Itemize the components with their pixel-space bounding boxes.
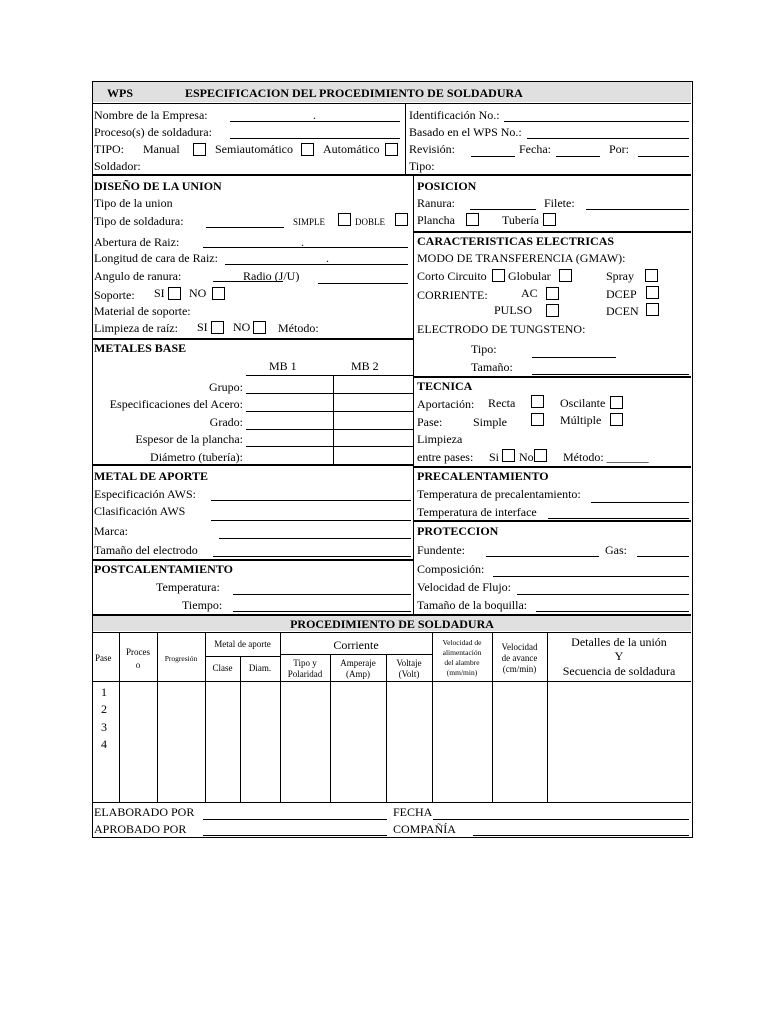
col-detalles-c: Secuencia de soldadura — [562, 664, 676, 678]
limpieza-metodo-label: Método: — [278, 321, 319, 335]
col-vel-alim-d: (mm/min) — [446, 668, 478, 677]
spray-label: Spray — [606, 269, 634, 283]
limpieza-si-label: SI — [197, 320, 208, 334]
dcep-checkbox[interactable] — [646, 286, 659, 299]
mb-row-grupo: Grupo: — [209, 380, 243, 394]
electrodo-tamano-label: Tamaño: — [471, 360, 513, 374]
wps-form — [92, 81, 693, 838]
soldador-label: Soldador: — [94, 159, 141, 173]
elaborado-field[interactable] — [203, 819, 387, 820]
tuberia-label: Tubería — [502, 213, 539, 227]
proteccion-title: PROTECCION — [417, 524, 499, 538]
abertura-label: Abertura de Raiz: — [94, 235, 180, 249]
velocidad-flujo-label: Velocidad de Flujo: — [417, 580, 511, 594]
automatico-label: Automático — [323, 142, 380, 156]
entre-no-checkbox[interactable] — [534, 449, 547, 462]
dcep-label: DCEP — [606, 287, 637, 301]
elaborado-label: ELABORADO POR — [94, 805, 195, 819]
tipo2-label: Tipo: — [409, 159, 435, 173]
aprobado-field[interactable] — [203, 835, 387, 836]
metales-title: METALES BASE — [94, 341, 187, 355]
precal-temp-label: Temperatura de precalentamiento: — [417, 487, 581, 501]
ranura-label: Ranura: — [417, 196, 455, 210]
pass-number: 2 — [101, 702, 107, 716]
limpieza-no-label: NO — [233, 320, 251, 334]
col-clase: Clase — [212, 663, 233, 673]
mb2-header: MB 2 — [351, 359, 379, 373]
pass-number: 4 — [101, 737, 107, 751]
col-pase: Pase — [95, 653, 112, 663]
col-tipo-b: Polaridad — [287, 669, 323, 679]
interface-field[interactable] — [548, 518, 689, 519]
aportacion-label: Aportación: — [417, 397, 475, 411]
tipo-soldadura-field[interactable] — [206, 227, 284, 228]
corto-label: Corto Circuito — [417, 269, 487, 283]
col-vel-av-a: Velocidad — [501, 642, 538, 652]
pase-label: Pase: — [417, 415, 443, 429]
entre-si-label: Si — [489, 450, 500, 464]
procesos-label: Proceso(s) de soldadura: — [94, 125, 212, 139]
posicion-title: POSICION — [417, 179, 477, 193]
plancha-checkbox[interactable] — [466, 213, 479, 226]
oscilante-label: Oscilante — [560, 396, 606, 410]
pass-number: 3 — [101, 720, 107, 734]
especificacion-aws-field[interactable] — [211, 500, 411, 501]
fecha-label: Fecha: — [519, 142, 551, 156]
procesos-field[interactable] — [230, 138, 400, 139]
entre-si-checkbox[interactable] — [502, 449, 515, 462]
wps-label: WPS — [107, 86, 134, 100]
entre-no-label: No — [519, 450, 534, 464]
empresa-label: Nombre de la Empresa: — [94, 108, 208, 122]
precal-title: PRECALENTAMIENTO — [417, 469, 549, 483]
soporte-no-label: NO — [189, 286, 207, 300]
tecnica-title: TECNICA — [417, 379, 473, 393]
col-detalles-b: Y — [614, 649, 624, 663]
pulso-checkbox[interactable] — [546, 304, 559, 317]
simple-pase-checkbox[interactable] — [531, 413, 544, 426]
clasificacion-aws-field[interactable] — [211, 520, 411, 521]
procedimiento-title: PROCEDIMIENTO DE SOLDADURA — [290, 617, 494, 631]
semiautomatico-label: Semiautomático — [215, 142, 293, 156]
aprobado-label: APROBADO POR — [94, 822, 187, 836]
clasificacion-aws-label: Clasificación AWS — [94, 504, 186, 518]
radio-label: Radio (J/U) — [243, 269, 300, 283]
col-corriente: Corriente — [333, 638, 379, 652]
tamano-electrodo-label: Tamaño del electrodo — [94, 543, 198, 557]
tuberia-checkbox[interactable] — [543, 213, 556, 226]
longitud-label: Longitud de cara de Raiz: — [94, 251, 218, 265]
entre-metodo-label: Método: _______ — [563, 450, 649, 464]
soporte-si-label: SI — [154, 286, 165, 300]
postcal-title: POSTCALENTAMIENTO — [94, 562, 233, 576]
semiautomatico-checkbox[interactable] — [301, 143, 314, 156]
por-field[interactable] — [638, 156, 689, 157]
identificacion-field[interactable] — [504, 121, 689, 122]
fundente-label: Fundente: — [417, 543, 465, 557]
mb-row-grado: Grado: — [209, 415, 243, 429]
abertura-dot: . — [301, 235, 304, 249]
electrodo-tipo-label: Tipo: — [471, 342, 497, 356]
tipo-soldadura-label: Tipo de soldadura: — [94, 214, 184, 228]
fecha-footer-field[interactable] — [433, 819, 689, 820]
postcal-tiempo-label: Tiempo: — [182, 598, 223, 612]
col-diam: Diam. — [248, 663, 272, 673]
doble-checkbox[interactable] — [395, 213, 408, 226]
spray-checkbox[interactable] — [645, 269, 658, 282]
electrodo-tipo-field[interactable] — [532, 357, 616, 358]
manual-label: Manual — [143, 142, 180, 156]
col-proceso-a: Proces — [126, 647, 150, 657]
boquilla-field[interactable] — [536, 611, 689, 612]
aporte-title: METAL DE APORTE — [94, 469, 209, 483]
longitud-field[interactable] — [225, 264, 408, 265]
mb-row-diametro: Diámetro (tubería): — [150, 450, 243, 464]
especificacion-aws-label: Especificación AWS: — [94, 487, 197, 501]
dcen-checkbox[interactable] — [646, 303, 659, 316]
limpieza-si-checkbox[interactable] — [211, 321, 224, 334]
revision-field[interactable] — [471, 156, 515, 157]
material-label: Material de soporte: — [94, 304, 191, 318]
col-progresion: Progresión — [164, 654, 198, 663]
interface-label: Temperatura de interface — [417, 505, 537, 519]
velocidad-flujo-field[interactable] — [517, 594, 689, 595]
gas-field[interactable] — [637, 556, 689, 557]
electrodo-label: ELECTRODO DE TUNGSTENO: — [417, 322, 586, 336]
compania-label: COMPAÑÍA — [393, 822, 456, 836]
globular-checkbox[interactable] — [559, 269, 572, 282]
globular-label: Globular — [508, 269, 551, 283]
abertura-field[interactable] — [203, 247, 408, 248]
fecha-footer-label: FECHA — [393, 805, 433, 819]
recta-checkbox[interactable] — [531, 395, 544, 408]
empresa-dot: . — [313, 108, 316, 122]
radio-field[interactable] — [318, 283, 408, 284]
mb-row-especificaciones: Especificaciones del Acero: — [109, 397, 243, 411]
automatico-checkbox[interactable] — [385, 143, 398, 156]
filete-field[interactable] — [586, 209, 689, 210]
col-detalles-a: Detalles de la unión — [571, 635, 667, 649]
col-vel-alim-b: alimentación — [442, 648, 482, 657]
tipo-label: TIPO: — [94, 142, 124, 156]
soporte-si-checkbox[interactable] — [168, 287, 181, 300]
col-proceso-b: o — [135, 660, 141, 670]
basado-field[interactable] — [527, 138, 689, 139]
col-volt-a: Voltaje — [396, 658, 422, 668]
pass-number: 1 — [101, 685, 107, 699]
col-metal-aporte: Metal de aporte — [214, 639, 271, 649]
col-volt-b: (Volt) — [398, 669, 420, 679]
longitud-dot: . — [326, 251, 329, 265]
diseno-title: DISEÑO DE LA UNION — [94, 179, 222, 193]
col-vel-alim-c: del alambre — [444, 658, 480, 667]
compania-field[interactable] — [473, 835, 689, 836]
ranura-field[interactable] — [470, 209, 536, 210]
col-amp-a: Amperaje — [340, 658, 376, 668]
revision-label: Revisión: — [409, 142, 456, 156]
multiple-label: Múltiple — [560, 413, 602, 427]
col-amp-b: (Amp) — [346, 669, 370, 679]
entre-pases-label: entre pases: — [417, 450, 474, 464]
tamano-electrodo-field[interactable] — [213, 556, 411, 557]
composicion-field[interactable] — [493, 576, 689, 577]
plancha-label: Plancha — [417, 213, 455, 227]
electrodo-tamano-field[interactable] — [532, 374, 689, 375]
limpieza-raiz-label: Limpieza de raíz: — [94, 321, 178, 335]
limpieza-label: Limpieza — [417, 432, 463, 446]
tipo-union-label: Tipo de la union — [94, 196, 173, 210]
electricas-title: CARACTERISTICAS ELECTRICAS — [417, 234, 615, 248]
ac-checkbox[interactable] — [546, 287, 559, 300]
simple-checkbox[interactable] — [338, 213, 351, 226]
modo-label: MODO DE TRANSFERENCIA (GMAW): — [417, 251, 626, 265]
gas-label: Gas: — [605, 543, 627, 557]
multiple-checkbox[interactable] — [610, 413, 623, 426]
col-vel-av-c: (cm/min) — [502, 664, 537, 674]
simple-label: SIMPLE — [293, 217, 326, 227]
boquilla-label: Tamaño de la boquilla: — [417, 598, 528, 612]
col-vel-alim-a: Velocidad de — [442, 638, 482, 647]
soporte-label: Soporte: — [94, 288, 135, 302]
pulso-label: PULSO — [494, 303, 533, 317]
angulo-label: Angulo de ranura: — [94, 269, 182, 283]
precal-temp-field[interactable] — [591, 502, 689, 503]
manual-checkbox[interactable] — [193, 143, 206, 156]
basado-label: Basado en el WPS No.: — [409, 125, 522, 139]
form-title: ESPECIFICACION DEL PROCEDIMIENTO DE SOLDADURA — [185, 86, 523, 100]
col-tipo-a: Tipo y — [293, 658, 317, 668]
soporte-no-checkbox[interactable] — [212, 287, 225, 300]
ac-label: AC — [521, 286, 538, 300]
limpieza-no-checkbox[interactable] — [253, 321, 266, 334]
simple-pase-label: Simple — [473, 415, 508, 429]
composicion-label: Composición: — [417, 562, 485, 576]
filete-label: Filete: — [544, 196, 575, 210]
doble-label: DOBLE — [355, 217, 385, 227]
fundente-field[interactable] — [486, 556, 599, 557]
postcal-temperatura-field[interactable] — [233, 594, 411, 595]
mb1-header: MB 1 — [269, 359, 297, 373]
col-vel-av-b: de avance — [501, 653, 538, 663]
oscilante-checkbox[interactable] — [610, 396, 623, 409]
dcen-label: DCEN — [606, 304, 639, 318]
postcal-temperatura-label: Temperatura: — [156, 580, 220, 594]
fecha-field[interactable] — [556, 156, 600, 157]
identificacion-label: Identificación No.: — [409, 108, 500, 122]
mb-row-espesor: Espesor de la plancha: — [135, 432, 243, 446]
marca-label: Marca: — [94, 524, 128, 538]
postcal-tiempo-field[interactable] — [233, 611, 411, 612]
recta-label: Recta — [488, 396, 516, 410]
marca-field[interactable] — [219, 538, 411, 539]
corto-checkbox[interactable] — [492, 269, 505, 282]
por-label: Por: — [609, 142, 630, 156]
corriente-label: CORRIENTE: — [417, 288, 488, 302]
